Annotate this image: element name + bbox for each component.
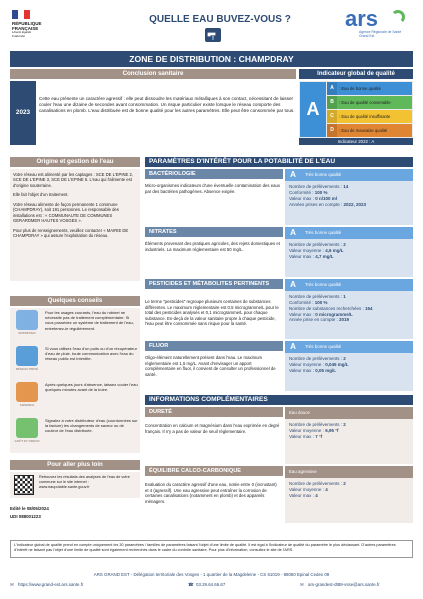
- legend-label: : Eau de qualité insuffisante: [339, 114, 391, 119]
- stat-value: 1: [343, 294, 346, 299]
- origin-p2: Elle fait l'objet d'un traitement.: [13, 192, 69, 198]
- rf-line1: RÉPUBLIQUE: [12, 21, 42, 26]
- param-status: Très bonne qualité: [301, 279, 413, 291]
- param-stats: [285, 341, 413, 391]
- param-grade-row: [285, 227, 413, 239]
- comp-name: ÉQUILIBRE CALCO-CARBONIQUE: [145, 466, 283, 476]
- stat-label: Valeur max :: [289, 311, 316, 317]
- footer-website[interactable]: https://www.grand-est.ars.sante.fr: [18, 582, 84, 587]
- stat-label: Valeur max :: [289, 433, 316, 439]
- stat-value: 4: [315, 492, 318, 498]
- comp-stats: [285, 466, 413, 523]
- footer-address: ARS GRAND EST - Délégation territoriale des Vosges - 1 quartier de la Magdeleine - CS 61019 - 88060 Epinal Cedex 09: [93, 572, 330, 577]
- param-stat-list: [285, 239, 413, 263]
- advice-caption: ABSENCE: [19, 403, 35, 407]
- edition-date: Edité le 08/05/2024: [10, 506, 49, 511]
- legend-letter: D: [327, 124, 337, 137]
- stat-label: Nombre de substances recherchées :: [289, 305, 366, 311]
- advice-item: [10, 380, 140, 416]
- stat-value: 0,045 mg/L: [325, 361, 349, 367]
- param-stat-list: [285, 353, 413, 377]
- param-grade-row: [285, 279, 413, 291]
- complementary-heading: INFORMATIONS COMPLÉMENTAIRES: [145, 395, 413, 405]
- stat-label: Nombre de prélèvements :: [289, 356, 344, 361]
- stat-value: 100 %: [314, 299, 328, 305]
- origin-heading: Origine et gestion de l'eau: [10, 157, 140, 167]
- rf-motto: Liberté Égalité Fraternité: [12, 30, 32, 38]
- param-grade: A: [285, 341, 301, 353]
- comp-stat: [289, 493, 409, 499]
- param-block: [145, 227, 413, 277]
- stat-value: 154: [365, 305, 373, 311]
- param-grade-row: [285, 169, 413, 181]
- stat-label: Valeur max :: [289, 253, 316, 259]
- more-body: [10, 472, 140, 498]
- param-grade: A: [285, 279, 301, 291]
- legend-letter: A: [327, 82, 337, 95]
- stat-value: 6,95 °f: [325, 427, 339, 433]
- stat-label: Conformité :: [289, 299, 315, 305]
- param-grade: A: [285, 169, 301, 181]
- page-title: QUELLE EAU BUVEZ-VOUS ?: [149, 14, 291, 25]
- complementary-list: [145, 407, 413, 525]
- water-filter-icon: [12, 310, 42, 342]
- param-stats: [285, 279, 413, 339]
- header: [0, 0, 423, 50]
- stat-value: 2022, 2023: [343, 201, 367, 207]
- tap-absence-icon-glyph: [16, 382, 38, 402]
- legend-letter: C: [327, 110, 337, 123]
- legend-label: : Eau de mauvaise qualité: [339, 128, 388, 133]
- param-stats: [285, 227, 413, 277]
- param-stat-list: [285, 291, 413, 326]
- more-heading: Pour aller plus loin: [10, 460, 140, 470]
- stat-label: Nombre de prélèvements :: [289, 481, 344, 486]
- stat-label: Valeur moyenne :: [289, 486, 326, 492]
- comp-stat-list: [285, 419, 413, 443]
- stat-value: 14: [343, 184, 349, 189]
- origin-p1: Votre réseau est alimenté par les captages : SCE DE L'EPINE 2, SCE DE L'EPINE 3, SCE DE L'EPINE 5. L'eau qui l'alimente est d'origine souterraine.: [13, 172, 133, 188]
- comp-stat: [289, 434, 409, 440]
- param-desc: Oligo-élément naturellement présent dans l'eau. Le maximum réglementaire est 1,5 mg/L. Avant d'envisager un apport complémentaire en fluor, il convient de consulter un professionnel de santé.: [145, 355, 276, 377]
- param-stats: [285, 169, 413, 225]
- qr-code-icon[interactable]: [14, 475, 34, 495]
- legend-row: [327, 96, 412, 109]
- comp-desc: Evaluation du caractère agressif d'une eau, notée entre 0 (incrustant) et 4 (agressif). Une eau agressive peut entraîner la corrosion de certaines canalisations (notamment en plomb) et des appareils ménagers.: [145, 482, 277, 504]
- stat-value: 4,7 mg/L: [315, 253, 334, 259]
- param-name: NITRATES: [145, 227, 283, 237]
- advice-caption: RÉSEAU PRIVÉ: [15, 367, 39, 371]
- advice-caption: ENTRETIEN: [18, 331, 36, 335]
- stat-value: 2: [343, 242, 346, 247]
- phone-icon: ☎: [188, 582, 194, 587]
- email-icon: ✉: [300, 582, 304, 587]
- comp-stats: [285, 407, 413, 464]
- indicator-legend: [327, 82, 412, 138]
- param-status: Très bonne qualité: [301, 169, 413, 181]
- stat-label: Valeur max :: [289, 492, 316, 498]
- comp-desc: Concentration en calcium et magnésium dans l'eau exprimée en degré français. Il n'y a pas de valeur de seuil réglementaire.: [145, 423, 280, 434]
- legend-label: : Eau de qualité convenable: [339, 100, 391, 105]
- origin-p3: Votre réseau alimente de façon permanente 1 commune (CHAMPDRAY), soit 191 personnes. Le responsable des installations est : « COMMUNAUTE DE COMMUNES GERARDMER HAUTES VOSGES ».: [13, 201, 119, 224]
- water-filter-icon-glyph: [16, 310, 38, 330]
- stat-label: Valeur moyenne :: [289, 427, 326, 433]
- stat-label: Valeur max :: [289, 367, 316, 373]
- param-stat: [289, 317, 409, 323]
- param-desc: Éléments provenant des pratiques agricoles, des rejets domestiques et industriels. La maximum réglementaire est 50 mg/L.: [145, 241, 280, 252]
- param-name: BACTÉRIOLOGIE: [145, 169, 283, 179]
- well-icon: [12, 346, 42, 378]
- rf-line2: FRANÇAISE: [12, 26, 39, 31]
- stat-value: 0 microgramme/L: [315, 311, 353, 317]
- legend-row: [327, 110, 412, 123]
- stat-value: 100 %: [314, 189, 328, 195]
- param-grade-row: [285, 341, 413, 353]
- footer-contact: [10, 582, 413, 590]
- footer-email[interactable]: ars-grandest-dt88-vsse@ars.sante.fr: [308, 582, 380, 587]
- advice-item: [10, 344, 140, 380]
- comp-name: DURETÉ: [145, 407, 283, 417]
- stat-value: 4,6 mg/L: [325, 247, 344, 253]
- stat-value: 0,05 mg/L: [315, 367, 336, 373]
- stat-label: Nombre de prélèvements :: [289, 184, 344, 189]
- params-heading: PARAMÈTRES D'INTÉRÊT POUR LA POTABILITÉ DE L'EAU: [145, 157, 413, 167]
- ars-sub2: Grand Est: [359, 34, 375, 38]
- footnote-text: L'indicateur global de qualité prend en compte uniquement les 30 paramètres / familles de paramètres faisant l'objet d'une limite de qualité. Il est égal à l'indicateur de qualité du paramètre le plus déclassant. D'autres paramètres d'intérêt ne faisant pas l'objet d'une limite de qualité sont également recherchés dans le cadre du contrôle sanitaire. Pour plus d'information, consultez le site de l'ARS.: [14, 543, 396, 552]
- param-status: Très bonne qualité: [301, 227, 413, 239]
- param-desc: Le terme "pesticides" regroupe plusieurs centaines de substances différentes. Le maximum réglementaire est 0,5 microgramme/L pour le total des pesticides analysés et 0,1 microgramme/L pour chaque substance. En-deçà de la valeur sanitaire propre à chaque pesticide, l'eau peut être consommée sans risque pour la santé.: [145, 299, 279, 327]
- advice-text: Signalez à votre distributeur d'eau (coordonnées sur la facture) les changements de saveur ou de couleur de l'eau distribuée.: [45, 418, 138, 434]
- advice-text: Après quelques jours d'absence, laissez couler l'eau quelques minutes avant de la boire.: [45, 382, 138, 393]
- footnote-box: [10, 540, 413, 558]
- stat-value: 7 °f: [315, 433, 323, 439]
- stat-value: 4: [325, 486, 328, 492]
- advice-text: Pour les usages courants, l'eau du robinet ne nécessite pas de traitement complémentaire. Si vous possédez un système de traitement de l'eau, entretenez-le régulièrement.: [45, 310, 134, 331]
- origin-body: [10, 169, 140, 281]
- stat-value: 2: [343, 481, 346, 486]
- ars-swoosh-icon: [391, 10, 405, 24]
- param-block: [145, 341, 413, 391]
- tap-absence-icon: [12, 382, 42, 414]
- param-status: Très bonne qualité: [301, 341, 413, 353]
- advice-item: [10, 308, 140, 344]
- param-desc: Micro-organismes indicateurs d'une éventuelle contamination des eaux par des bactéries pathogènes. Absence exigée.: [145, 183, 281, 194]
- param-name: PESTICIDES ET MÉTABOLITES PERTINENTS: [145, 279, 283, 289]
- legend-row: [327, 82, 412, 95]
- origin-p4: Pour plus de renseignements, veuillez contacter « MAIRIE DE CHAMPDRAY » qui assure l'exploitation du réseau.: [13, 227, 129, 239]
- legend-letter: B: [327, 96, 337, 109]
- indicator-grade: A: [300, 82, 326, 137]
- conclusion-heading: Conclusion sanitaire: [10, 69, 296, 79]
- param-stat: [289, 202, 409, 208]
- legend-label: : Eau de bonne qualité: [339, 86, 381, 91]
- legend-row: [327, 124, 412, 137]
- param-block: [145, 169, 413, 225]
- well-icon-glyph: [16, 346, 38, 366]
- advice-caption: GOÛT ET ODEUR: [14, 439, 40, 443]
- conclusion-year: 2023: [10, 81, 36, 145]
- comp-block: [145, 407, 413, 464]
- stat-value: 2: [343, 356, 346, 361]
- zone-title: ZONE DE DISTRIBUTION : CHAMPDRAY: [10, 51, 413, 67]
- stat-label: Nombre de prélèvements :: [289, 422, 344, 427]
- stat-label: Années prises en compte :: [289, 201, 344, 207]
- comp-stat-list: [285, 478, 413, 502]
- param-stat: [289, 254, 409, 260]
- stat-label: Année prise en compte :: [289, 317, 340, 323]
- taste-odor-icon-glyph: [16, 418, 38, 438]
- advice-heading: Quelques conseils: [10, 296, 140, 306]
- ars-logo: [345, 8, 415, 46]
- stat-value: 2: [343, 422, 346, 427]
- conclusion-text: Cette eau présente un caractère agressif : elle peut dissoudre les matériaux métalliques à son contact, nécessitant de laisser couler l'eau une dizaine de secondes avant consommation. Un risque particulier existe lorsque le réseau comporte des canalisations en plomb. L'eau distribuée est de bonne qualité pour les autres paramètres. Elle peut être consommée par tous.: [39, 96, 295, 113]
- stat-value: 2019: [339, 317, 350, 323]
- advice-list: [10, 308, 140, 453]
- comp-status: Eau douce: [285, 407, 413, 419]
- footer-phone[interactable]: 03.29.64.66.67: [196, 582, 226, 587]
- stat-label: Valeur moyenne :: [289, 247, 326, 253]
- param-block: [145, 279, 413, 339]
- ars-sub1: Agence Régionale de Santé: [359, 30, 402, 34]
- tap-water-icon: [205, 28, 221, 42]
- stat-label: Valeur max :: [289, 195, 316, 201]
- param-stat: [289, 368, 409, 374]
- website-icon: ✉: [10, 582, 14, 587]
- stat-value: 0 n/100 ml: [315, 195, 337, 201]
- stat-label: Nombre de prélèvements :: [289, 294, 344, 299]
- udi-code: UDI 088001223: [10, 514, 41, 519]
- indicator-heading: Indicateur global de qualité: [299, 69, 413, 79]
- stat-label: Conformité :: [289, 189, 315, 195]
- params-list: [145, 169, 413, 393]
- stat-label: Nombre de prélèvements :: [289, 242, 344, 247]
- comp-status: Eau agressive: [285, 466, 413, 478]
- comp-block: [145, 466, 413, 523]
- taste-odor-icon: [12, 418, 42, 450]
- param-name: FLUOR: [145, 341, 283, 351]
- republique-francaise-logo: [12, 10, 52, 46]
- more-text[interactable]: Retrouvez les résultats des analyses de l'eau de votre commune sur le site internet : www.eaupotable.sante.gouv.fr: [39, 475, 130, 489]
- indicator-box: [299, 81, 413, 145]
- param-stat-list: [285, 181, 413, 210]
- marianne-icon: [12, 10, 30, 19]
- indicator-footer: Indicateur 2022 : A: [299, 138, 413, 145]
- advice-item: [10, 416, 140, 452]
- ars-logo-text: ars: [345, 6, 379, 31]
- advice-text: Si vous utilisez l'eau d'un puits ou d'un récupérateur d'eau de pluie, toute communication avec l'eau du réseau public est interdite.: [45, 346, 137, 362]
- param-grade: A: [285, 227, 301, 239]
- stat-label: Valeur moyenne :: [289, 361, 326, 367]
